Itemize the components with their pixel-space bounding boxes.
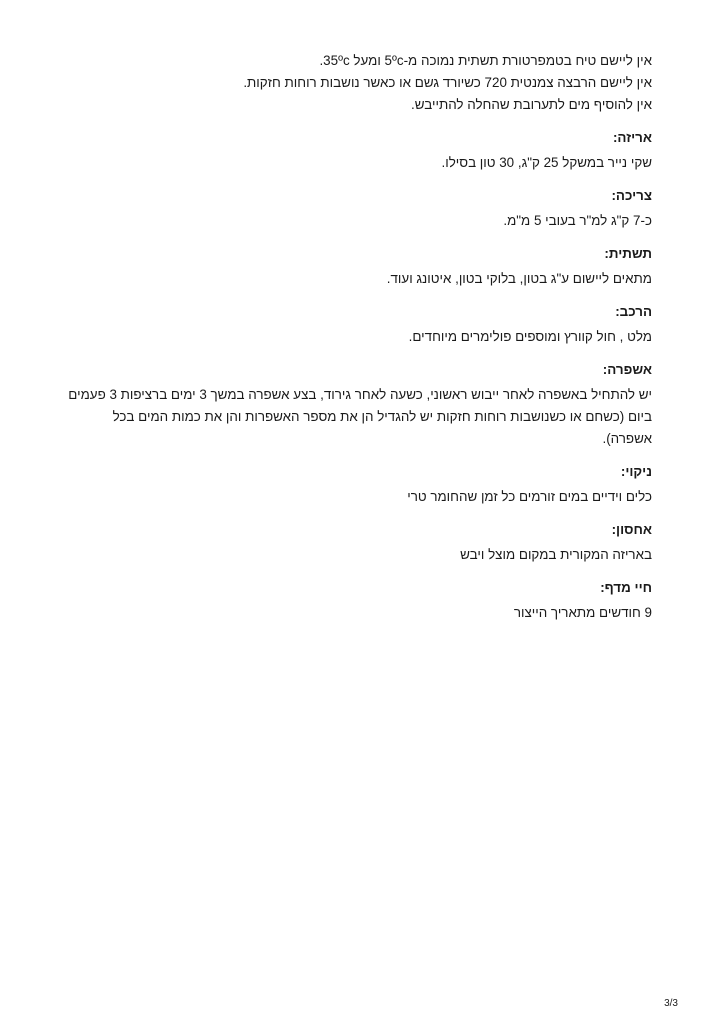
section-heading: הרכב: (615, 304, 652, 319)
intro-line: אין ליישם טיח בטמפרטורת תשתית נמוכה מ-5ºc ומעל 35ºc. (319, 53, 652, 68)
section-text: 9 חודשים מתאריך הייצור (513, 605, 652, 620)
section-packaging (62, 127, 652, 174)
section-consumption (62, 185, 652, 232)
section-text: מלט , חול קוורץ ומוספים פולימרים מיוחדים. (408, 329, 652, 344)
section-text: כ-7 ק"ג למ"ר בעובי 5 מ"מ. (503, 213, 652, 228)
document-content (62, 50, 652, 624)
section-heading: חיי מדף: (600, 580, 652, 595)
intro-line: אין ליישם הרבצה צמנטית 720 כשיורד גשם או כאשר נושבות רוחות חזקות. (243, 75, 652, 90)
section-curing (62, 359, 652, 450)
section-storage (62, 519, 652, 566)
section-heading: צריכה: (611, 188, 652, 203)
section-cleaning (62, 461, 652, 508)
section-composition (62, 301, 652, 348)
section-shelf-life (62, 577, 652, 624)
intro-line: אין להוסיף מים לתערובת שהחלה להתייבש. (411, 97, 652, 112)
page-number: 3/3 (664, 998, 678, 1009)
section-text: כלים וידיים במים זורמים כל זמן שהחומר טרי (407, 489, 652, 504)
section-text: באריזה המקורית במקום מוצל ויבש (460, 547, 652, 562)
intro-block (62, 50, 652, 116)
section-substrate (62, 243, 652, 290)
section-text: שקי נייר במשקל 25 ק"ג, 30 טון בסילו. (441, 155, 652, 170)
section-text: מתאים ליישום ע"ג בטון, בלוקי בטון, איטונג ועוד. (386, 271, 652, 286)
section-heading: ניקוי: (620, 464, 652, 479)
section-heading: אריזה: (612, 130, 652, 145)
section-heading: אשפרה: (602, 362, 652, 377)
section-text: יש להתחיל באשפרה לאחר ייבוש ראשוני, כשעה לאחר גירוד, בצע אשפרה במשך 3 ימים ברציפות 3 פעמים ביום (כשחם או כשנושבות רוחות חזקות יש להגדיל הן את מספר האשפרות והן את כמות המים בכל אשפרה). (68, 387, 652, 446)
section-heading: אחסון: (611, 522, 652, 537)
section-heading: תשתית: (604, 246, 652, 261)
